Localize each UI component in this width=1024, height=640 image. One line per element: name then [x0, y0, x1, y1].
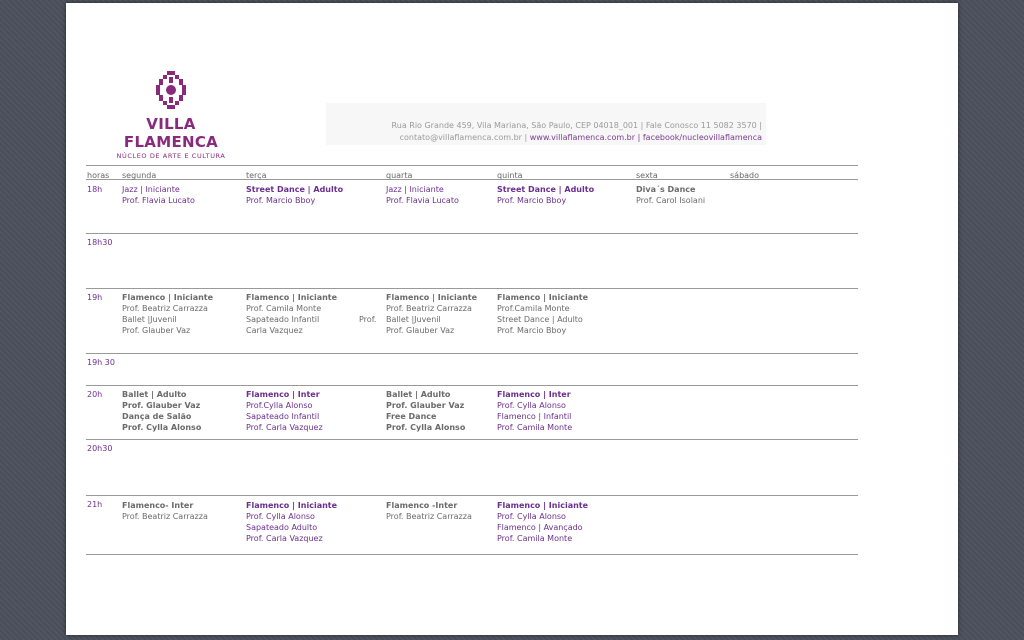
class-cell: Flamenco | Iniciante Prof. Beatriz Carrazza Ballet |Juvenil Prof. Glauber Vaz [122, 293, 214, 335]
brand-tagline: NÚCLEO DE ARTE E CULTURA [116, 152, 226, 160]
row-rule [86, 495, 858, 496]
document-page [66, 3, 958, 635]
contact-block: Rua Rio Grande 459, Vila Mariana, São Paulo, CEP 04018_001 | Fale Conosco 11 5082 3570 | contato@villaflamenca.com.br | www.villaflamenca.com.br | facebook/nucleovillaflamenca [326, 103, 766, 145]
brand-name: VILLA FLAMENCA [123, 115, 219, 151]
class-cell: Flamenco | Iniciante Prof. Cylla Alonso Flamenco | Avançado Prof. Camila Monte [497, 501, 589, 543]
class-cell: Flamenco | Inter Prof.Cylla Alonso Sapateado Infantil Prof. Carla Vazquez [246, 390, 323, 432]
row-rule [86, 353, 858, 354]
table-bottom-rule [86, 554, 858, 555]
class-cell: Jazz | Iniciante Prof. Flavia Lucato [122, 185, 195, 205]
header-terca: terça [246, 171, 267, 180]
class-cell: Flamenco | Iniciante Prof.Camila Monte Street Dance | Adulto Prof. Marcio Bboy [497, 293, 589, 335]
class-cell: Flamenco | Iniciante Prof. Beatriz Carrazza Ballet |Juvenil Prof. Glauber Vaz [386, 293, 478, 335]
row-rule [86, 288, 858, 289]
row-rule [86, 439, 858, 440]
contact-address: Rua Rio Grande 459, Vila Mariana, São Paulo, CEP 04018_001 | Fale Conosco 11 5082 3570 | [391, 121, 762, 130]
class-cell: Ballet | Adulto Prof. Glauber Vaz Dança de Salão Prof. Cylla Alonso [122, 390, 202, 432]
class-cell: Diva´s Dance Prof. Carol Isolani [636, 185, 706, 205]
facebook-link[interactable]: facebook/nucleovillaflamenca [642, 133, 762, 142]
table-top-rule [86, 165, 858, 166]
class-cell: Flamenco- Inter Prof. Beatriz Carrazza [122, 501, 208, 521]
class-cell: Flamenco | Iniciante Prof. Camila Monte Sapateado Infantil Carla Vazquez [246, 293, 338, 335]
header-sexta: sexta [636, 171, 658, 180]
class-cell: Jazz | Iniciante Prof. Flavia Lucato [386, 185, 459, 205]
header-sabado: sábado [730, 171, 760, 180]
time-label: 20h30 [87, 444, 113, 453]
time-label: 20h [87, 390, 103, 399]
class-cell: Flamenco -Inter Prof. Beatriz Carrazza [386, 501, 472, 521]
class-cell: Street Dance | Adulto Prof. Marcio Bboy [246, 185, 344, 205]
prof-label: Prof. [359, 315, 377, 324]
row-rule [86, 233, 858, 234]
row-rule [86, 385, 858, 386]
website-link[interactable]: www.villaflamenca.com.br [529, 133, 636, 142]
time-label: 19h 30 [87, 358, 115, 367]
header-quinta: quinta [497, 171, 523, 180]
class-cell: Ballet | Adulto Prof. Glauber Vaz Free Dance Prof. Cylla Alonso [386, 390, 466, 432]
logo [106, 71, 236, 160]
header-segunda: segunda [122, 171, 157, 180]
header-quarta: quarta [386, 171, 413, 180]
time-label: 19h [87, 293, 103, 302]
time-label: 18h [87, 185, 103, 194]
time-label: 18h30 [87, 238, 113, 247]
class-cell: Street Dance | Adulto Prof. Marcio Bboy [497, 185, 595, 205]
flamenco-emblem-icon [156, 71, 186, 109]
header-horas: horas [87, 171, 110, 180]
class-cell: Flamenco | Inter Prof. Cylla Alonso Flamenco | Infantil Prof. Camila Monte [497, 390, 573, 432]
contact-email: contato@villaflamenca.com.br | [399, 133, 528, 142]
time-label: 21h [87, 500, 103, 509]
class-cell: Flamenco | Iniciante Prof. Cylla Alonso Sapateado Adulto Prof. Carla Vazquez [246, 501, 338, 543]
